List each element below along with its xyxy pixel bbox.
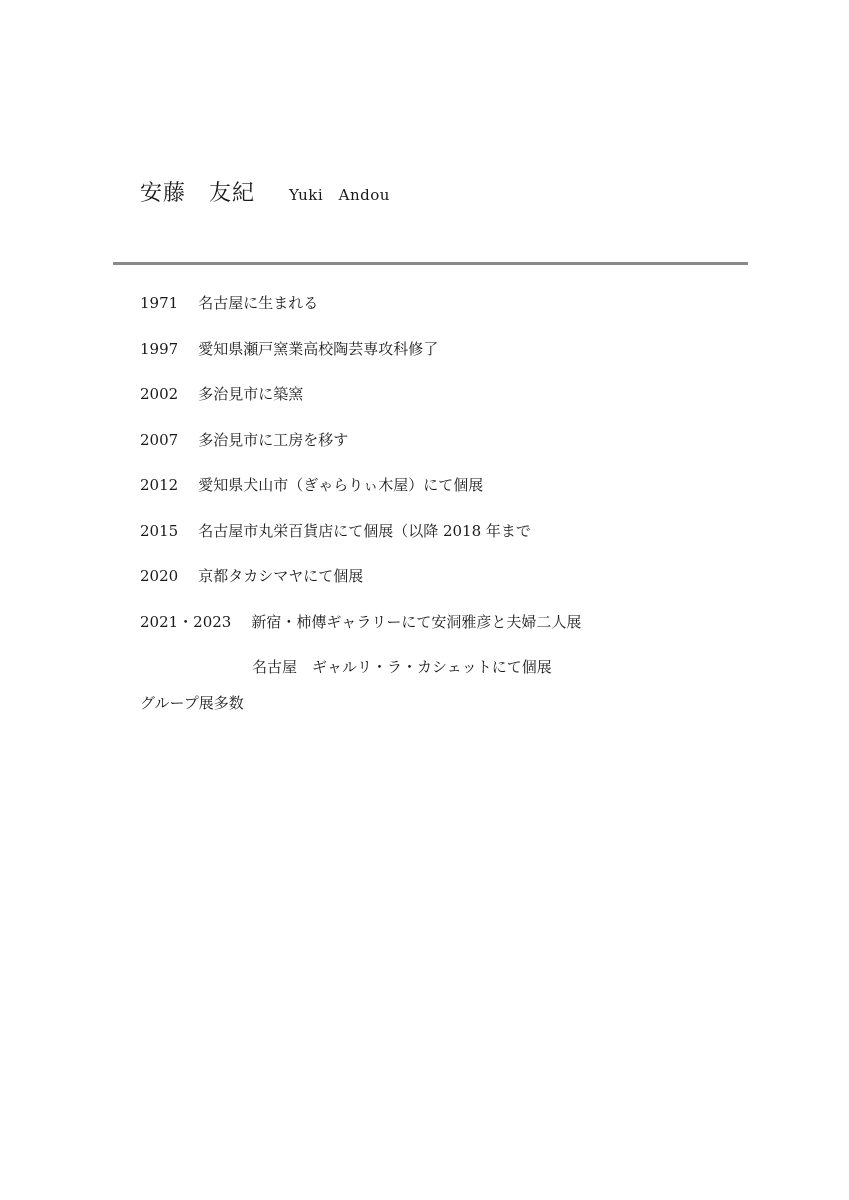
group-exhibitions-note: グループ展多数 (140, 694, 244, 712)
entry-text: 多治見市に工房を移す (198, 430, 349, 449)
entry-year: 2020 (140, 567, 179, 585)
entry-year: 1971 (140, 294, 179, 312)
biography-entry (140, 291, 760, 337)
biography-entry (140, 519, 760, 565)
entry-text: 名古屋市丸栄百貨店にて個展（以降 2018 年まで (198, 521, 531, 540)
name-english: Yuki Andou (289, 186, 390, 204)
biography-entry (140, 382, 760, 428)
entry-text: 京都タカシマヤにて個展 (198, 567, 364, 585)
header-divider (113, 262, 748, 265)
entry-text: 多治見市に築窯 (198, 385, 304, 403)
entry-year: 1997 (140, 339, 179, 358)
entry-year: 2015 (140, 521, 179, 540)
entry-text: 愛知県犬山市（ぎゃらりぃ木屋）にて個展 (198, 476, 484, 494)
biography-entry (140, 610, 760, 656)
entry-text: 新宿・柿傳ギャラリーにて安洞雅彦と夫婦二人展 (251, 612, 582, 631)
entry-year: 2021・2023 (140, 612, 232, 631)
biography-entry (140, 564, 760, 610)
biography-entry (140, 428, 760, 474)
entry-text: 名古屋 ギャルリ・ラ・カシェットにて個展 (252, 658, 552, 676)
name-japanese: 安藤 友紀 (140, 181, 256, 206)
entry-year: 2012 (140, 476, 179, 494)
entry-text: 愛知県瀬戸窯業高校陶芸専攻科修了 (198, 339, 439, 358)
entry-year: 2002 (140, 385, 179, 403)
profile-header (140, 176, 390, 207)
biography-entry (140, 337, 760, 383)
biography-list (140, 291, 760, 701)
entry-text: 名古屋に生まれる (198, 294, 319, 312)
biography-entry (140, 473, 760, 519)
entry-year: 2007 (140, 430, 179, 449)
